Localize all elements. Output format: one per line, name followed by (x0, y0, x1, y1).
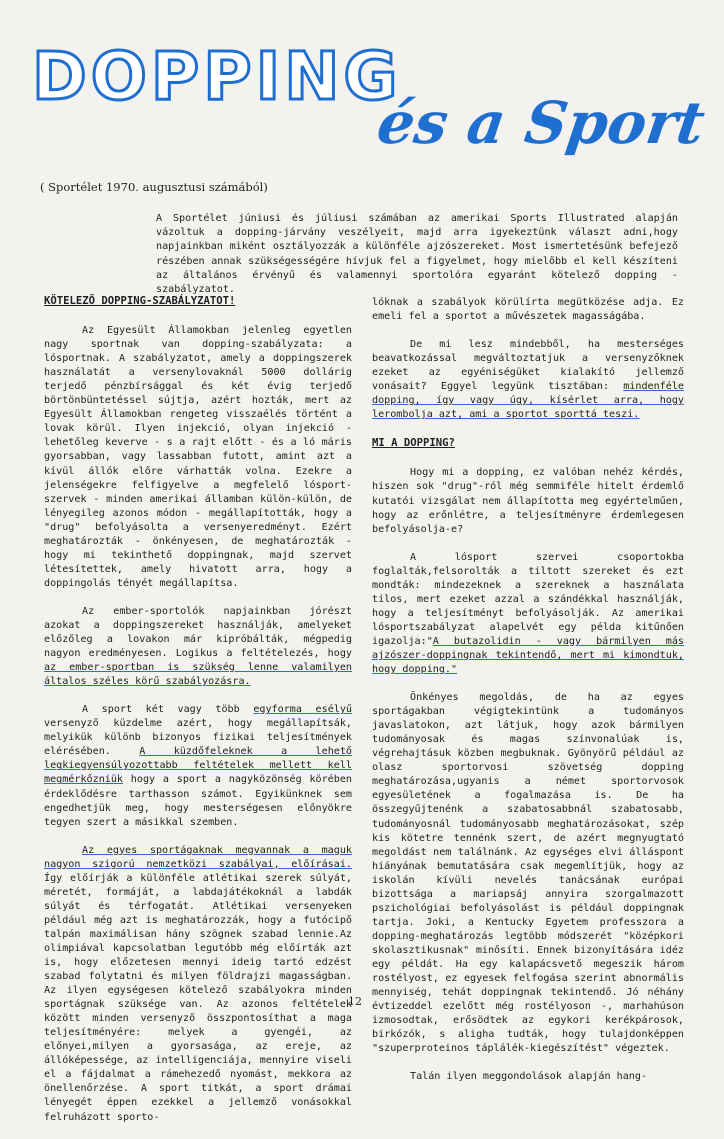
title-es-a-sport: és a Sport (373, 89, 709, 157)
intro-paragraph: A Sportélet júniusi és júliusi számában az amerikai Sports Illustrated alapján vázoltuk a dopping-járvány veszélyeit, majd arra igyekeztünk választ adni,hogy napjainkban miként osztályozzák a különféle ajzószereket. Most ismertetésünk befejező részében annak szükségességére hívjuk fel a figyelmet, hogy mielőbb el kell készíteni az általános érvényű és valamennyi sportolóra egyaránt kötelező dopping - szabályzatot. (156, 213, 678, 296)
left-p3-b: egyforma esélyű (253, 704, 353, 716)
right-heading: MI A DOPPING? (372, 437, 455, 450)
right-paragraph-4 (372, 551, 684, 677)
left-paragraph-1: Az Egyesült Államokban jelenleg egyetlen nagy sportnak van dopping-szabályzata: a lósportnak. A szabályzatot, amely a doppingszerek használatát a versenylovaknál 5000 dollárig terjedő pénzbírsággal és két évig terjedő börtönbüntetéssel sújtja, azért hozták, mert az Egyesült Államokban rengeteg visszaélés történt a lovak körül. Ilyen injekció, olyan injekció - lehetőleg keverve - s a rajt előtt - és a ló máris gyorsabban, vagy lassabban futott, amint azt a kívül állók előre várhatták volna. Ezekre a jelenségekre felfigyelve a megfelelő lósport-szervek - minden amerikai államban külön-külön, de lényegileg azonos módon - megállapították, hogy a "drug" befolyásolta a versenyeredményt. Ezért meghatározták - önkényesen, de meghatározták - hogy mi tekinthető doppingnak, majd szervet létesítettek, amely hivatott arra, hogy a doppingolás tényét megállapítsa. (44, 325, 352, 589)
left-p3-d: A küzdőfeleknek a lehető legkiegyensúlyozottabb feltételek mellett kell megmérkőzniük (44, 746, 352, 786)
source-note: ( Sportélet 1970. augusztusi számából) (40, 180, 268, 194)
right-paragraph-1: lóknak a szabályok körülírta megütközése adja. Ez emeli fel a sportot a művészetek magasságába. (372, 297, 684, 323)
left-p4-b: Így előírják a különféle atlétikai szerek súlyát, méretét, formáját, a labdajátékoknál a labdák súlyát és térfogatát. Atlétikai versenyeken például még azt is meghatározzák, hogy a futócipő talpán maximálisan hány szögnek szabad lennie. (44, 872, 352, 940)
left-paragraph-2 (44, 605, 352, 689)
left-heading: KÖTELEZŐ DOPPING-SZABÁLYZATOT! (44, 295, 236, 307)
left-p3-a: A sport két vagy több (82, 704, 240, 716)
right-p4-a: A lósport szervei csoportokba foglalták,felsorolták a tiltott szereket és ezt mondták: mindezeknek a szereknek a használata tilos, mert ezeket azzal a szándékkal használják, hogy a teljesítményt befolyásolják. Az amerikai lósportszabályzat alapelvét egy példa kitűnően igazolja:" (372, 551, 684, 647)
left-p3-e: hogy a sport a nagyközönség körében érdeklődésre tarthasson számot. Egyikünknek sem engedhetjük meg, hogy mesterségesen előnyökre tegyen szert a másikkal szemben. (44, 774, 352, 828)
left-paragraph-3 (44, 703, 352, 829)
title-dopping: DOPPING (32, 38, 402, 115)
right-paragraph-2 (372, 338, 684, 422)
right-p2-a: De mi lesz mindebből, ha mesterséges beavatkozással megváltoztatjuk a versenyzőknek ezeket az egyéniségüket kialakító jellemző vonásait? Eggyel legyünk tisztában: (372, 339, 684, 393)
left-p4-a: Az egyes sportágaknak megvannak a maguk nagyon szigorú nemzetközi szabályai, előírásai. (44, 844, 352, 870)
page-number: 12 (348, 995, 362, 1008)
right-paragraph-3: Hogy mi a dopping, ez valóban nehéz kérdés, hiszen sok "drug"-ról még semmiféle hitelt érdemlő kutatói vizsgálat nem állapította meg egyértelműen, hogy az erőnlétre, a teljesítményre érdemlegesen befolyásolja-e? (372, 467, 684, 535)
right-column (372, 296, 684, 1098)
right-p2-b: mindenféle dopping, így vagy úgy, kísérlet arra, hogy lerombolja azt, ami a sportot sporttá teszi. (372, 381, 684, 421)
left-column (44, 294, 352, 1139)
left-p2-text: Az ember-sportolók napjainkban jórészt azokat a doppingszereket használják, amelyeket előzőleg a lovakon már kipróbálták, mégpedig nagyon eredményesen. Logikus a feltételezés, hogy (44, 605, 352, 660)
left-p4-c: Az olimpiával kapcsolatban legutóbb még előírták azt is, hogy előzetesen mennyi ideig tartó edzést szabad folytatni és milyen földrajzi magasságban. (44, 928, 352, 983)
left-p2-underlined: az ember-sportban is szükség lenne valamilyen általos széles körű szabályozásra. (44, 662, 352, 688)
right-p4-b: A butazolidin - vagy bármilyen más ajzószer-doppingnak tekintendő, mert mi kimondtuk, hogy dopping." (372, 635, 684, 676)
left-paragraph-4 (44, 844, 352, 1125)
right-paragraph-5: Önkényes megoldás, de ha az egyes sportágakban végigtekintünk a tudományos javaslatokon, azt látjuk, hogy azok bármilyen tudományosak és magas színvonalúak is, végrehajtásuk közben megbuknak. Gyönyörű például az olasz sportorvosi szövetség dopping meghatározása,ugyanis a német sportorvosok egyesületének a fogalmazása is. De ha összegyűjtenénk a szabatosabbnál szabatosabb, tudományosnál tudományosabb meghatározásokat, szép kis kötetre tennénk szert, de azért megnyugtató megoldást nem találnánk. Az egységes elvi álláspont hiányának bemutatására csak megemlítjük, hogy az iskolán kívüli nevelés tanácsának európai bizottsága a mariapsáj annyira szorgalmazott pszichológiai befolyásolást is például doppingnak tartja. Joki, a Kentucky Egyetem professzora a dopping-meghatározás legtöbb módszerét "középkori skolasztikusnak" minősíti. Ennek bizonyítására idéz egy példát. Ha egy kalapácsvető megeszik három rostélyost, ez egyesek felfogása szerint abnormális mennyiség, tehát doppingnak tekintendő. Jó néhány évtizeddel ezelőtt még rostélyoson -, marhahúson izmosodtak, erősödtek az egykori kerékpárosok, birkózók, s aligha tudták, hogy tulajdonképpen "szuperproteinos táplálék-kiegészítést" végeztek. (372, 692, 684, 1055)
left-p3-c: versenyző küzdelme azért, hogy megállapítsák, melyikük különb bizonyos fizikai teljesítmények elérésében. (44, 718, 352, 758)
right-paragraph-6: Talán ilyen meggondolások alapján hang- (410, 1071, 648, 1083)
left-p4-d: Az ilyen egységesen kötelező szabályokra minden sportágnak szüksége van. Az azonos feltételek között minden versenyző összpontosíthat a maga teljesítményére: melyek a gyengéi, az előnyei,milyen a gyorsasága, az ereje, az állóképessége, az intelligenciája, mennyire viseli el a fájdalmat a rámehezedő nyomást, mekkora az önellenőrzése. A sport titkát, a sport drámai lényegét éppen ezekkel a jellemző vonásokkal felruházott sporto- (44, 985, 352, 1123)
